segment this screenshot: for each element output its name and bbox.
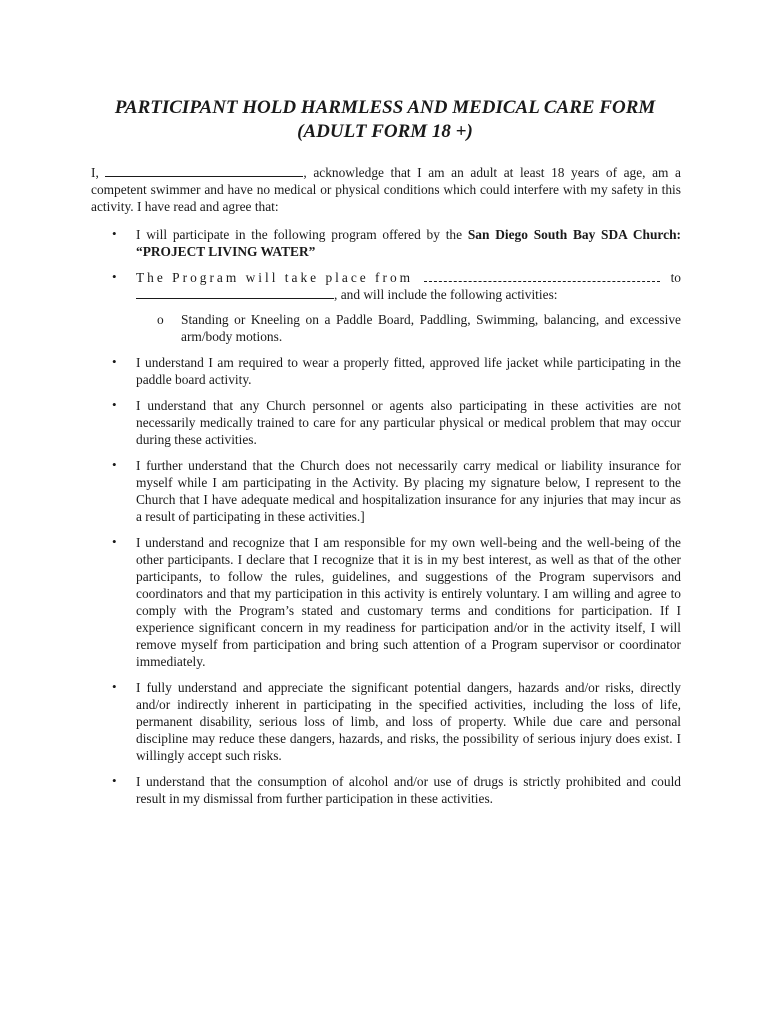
- list-item-personnel: [108, 397, 681, 448]
- responsibility-text: I understand and recognize that I am responsible for my own well-being and the well-being of the other participants. I declare that I recognize that it is in my best interest, as well as that of the other participants, to follow the rules, guidelines, and suggestions of the Program supervisors and coordinators and that my participation in this activity is entirely voluntary. I am willing and agree to comply with the Program’s stated and customary terms and conditions for participation. If I experience significant concern in my readiness for participation and/or in the activity itself, I will remove myself from participation and bring such attention of a Program supervisor or coordinator immediately.: [136, 535, 681, 669]
- intro-text: , acknowledge that I am an adult at least 18 years of age, am a competent swimmer and have no medical or physical conditions which could interfere with my safety in this activity. I have read and agree that:: [91, 165, 681, 214]
- dates-to: to: [670, 270, 681, 285]
- bullet-icon: •: [112, 457, 117, 472]
- intro-prefix: I,: [91, 165, 99, 180]
- dangers-text: I fully understand and appreciate the significant potential dangers, hazards and/or risks, directly and/or indirectly inherent in participating in the specified activities, including the loss of life, permanent disability, serious loss of limb, and loss of property. While due care and personal discipline may reduce these dangers, hazards, and risks, the possibility of serious injury does exist. I willingly accept such risks.: [136, 680, 681, 763]
- bullet-icon: •: [112, 534, 117, 549]
- title-line-1: PARTICIPANT HOLD HARMLESS AND MEDICAL CARE FORM: [114, 97, 656, 118]
- personnel-text: I understand that any Church personnel or agents also participating in these activities are not necessarily medically trained to care for any particular physical or medical problem that may occur during these activities.: [136, 398, 681, 447]
- title-line-2: (ADULT FORM 18 +): [297, 121, 473, 142]
- bullet-icon: •: [112, 226, 117, 241]
- dates-text-a: The Program will take place from: [136, 270, 414, 285]
- form-title: [60, 96, 710, 144]
- insurance-text: I further understand that the Church does not necessarily carry medical or liability insurance for myself while I am participating in the Activity. By placing my signature below, I represent to the Church that I have adequate medical and hospitalization insurance for any injuries that may incur as a result of participating in these activities.]: [136, 458, 681, 524]
- list-item-life-jacket: [108, 354, 681, 388]
- life-jacket-text: I understand I am required to wear a properly fitted, approved life jacket while participating in the paddle board activity.: [136, 355, 681, 387]
- list-item-responsibility: [108, 534, 681, 670]
- activities-sublist: [136, 311, 681, 345]
- alcohol-text: I understand that the consumption of alcohol and/or use of drugs is strictly prohibited and could result in my dismissal from further participation in these activities.: [136, 774, 681, 806]
- activities-text: Standing or Kneeling on a Paddle Board, Paddling, Swimming, balancing, and excessive arm/body motions.: [181, 312, 681, 344]
- program-org: San Diego South Bay SDA Church: “PROJECT LIVING WATER”: [136, 227, 681, 259]
- list-item-activities: [136, 311, 681, 345]
- program-text: I will participate in the following program offered by the: [136, 227, 468, 242]
- list-item-dates: [108, 269, 681, 345]
- list-item-insurance: [108, 457, 681, 525]
- bullet-icon: •: [112, 773, 117, 788]
- start-date-blank[interactable]: [424, 270, 660, 282]
- intro-paragraph: [91, 164, 681, 215]
- list-item-dangers: [108, 679, 681, 764]
- circle-bullet-icon: o: [157, 312, 164, 327]
- bullet-icon: •: [112, 679, 117, 694]
- agreement-list: [108, 226, 681, 807]
- list-item-alcohol: [108, 773, 681, 807]
- end-date-blank[interactable]: [136, 287, 334, 299]
- participant-name-blank[interactable]: [105, 165, 303, 177]
- dates-text-b: , and will include the following activities:: [334, 287, 558, 302]
- bullet-icon: •: [112, 269, 117, 284]
- bullet-icon: •: [112, 397, 117, 412]
- list-item-program: [108, 226, 681, 260]
- bullet-icon: •: [112, 354, 117, 369]
